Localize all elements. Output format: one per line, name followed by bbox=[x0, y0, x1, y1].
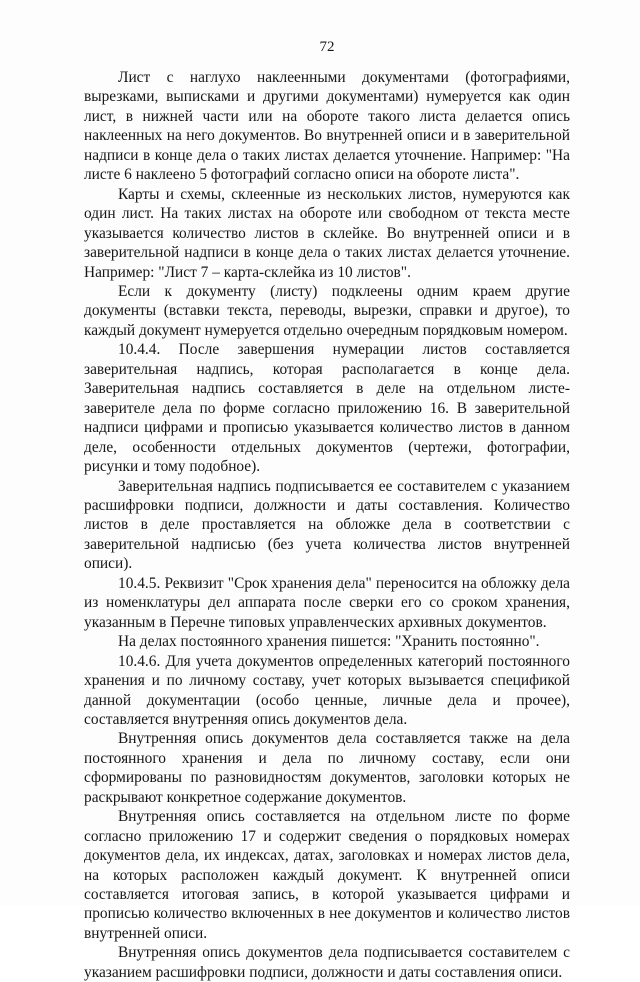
paragraph-10-4-6: 10.4.6. Для учета документов определенных категорий постоянного хранения и по личному составу, учет которых вызывается спецификой данной документации (особо ценные, личные дела и прочее), составляется внутренняя опись документов дела. bbox=[84, 652, 570, 728]
paragraph-certification-signature: Заверительная надпись подписывается ее составителем с указанием расшифровки подписи, должности и даты составления. Количество листов в деле проставляется на обложке дела в соответствии с заверительной надписью (без учета количества листов внутренней описи). bbox=[84, 477, 570, 573]
paragraph-permanent-storage: На делах постоянного хранения пишется: "Хранить постоянно". bbox=[118, 633, 540, 651]
paragraph-glued-sheet: Лист с наглухо наклеенными документами (фотографиями, вырезками, выписками и другими документами) нумеруется как один лист, в нижней части или на обороте такого листа делается опись наклеенных на него документов. Во внутренней описи и в заверительной надписи в конце дела о таких листах делается уточнение. Например: "На листе 6 наклеено 5 фотографий согласно описи на обороте листа". bbox=[84, 69, 570, 184]
paragraph-internal-inventory-signature: Внутренняя опись документов дела подписывается составителем с указанием расшифровки подписи, должности и даты составления описи. bbox=[84, 944, 570, 981]
paragraph-10-4-5: 10.4.5. Реквизит "Срок хранения дела" переносится на обложку дела из номенклатуры дел аппарата после сверки его со сроком хранения, указанным в Перечне типовых управленческих архивных документов. bbox=[84, 574, 570, 631]
paragraph-attached-documents: Если к документу (листу) подклеены одним краем другие документы (вставки текста, переводы, вырезки, справки и другое), то каждый документ нумеруется отдельно очередным порядковым номером. bbox=[84, 282, 570, 339]
page-number: 72 bbox=[319, 39, 335, 55]
paragraph-internal-inventory-also: Внутренняя опись документов дела составляется также на дела постоянного хранения и дела по личному составу, если они сформированы по разновидностям документов, заголовки которых не раскрывают конкретное содержание документов. bbox=[84, 730, 570, 806]
paragraph-10-4-4: 10.4.4. После завершения нумерации листов составляется заверительная надпись, которая располагается в конце дела. Заверительная надпись составляется в деле на отдельном листе-заверителе дела по форме согласно приложению 16. В заверительной надписи цифрами и прописью указывается количество листов в данном деле, особенности отдельных документов (чертежи, фотографии, рисунки и тому подобное). bbox=[84, 341, 570, 476]
document-body bbox=[84, 68, 570, 982]
paragraph-maps-schemes: Карты и схемы, склеенные из нескольких листов, нумеруются как один лист. На таких листах на обороте или свободном от текста месте указывается количество листов в склейке. Во внутренней описи и в заверительной надписи в конце дела о таких листах делается уточнение. Например: "Лист 7 – карта-склейка из 10 листов". bbox=[84, 185, 570, 281]
paragraph-internal-inventory-form: Внутренняя опись составляется на отдельном листе по форме согласно приложению 17 и содержит сведения о порядковых номерах документов дела, их индексах, датах, заголовках и номерах листов дела, на которых расположен каждый документ. К внутренней описи составляется итоговая запись, в которой указывается цифрами и прописью количество включенных в нее документов и количество листов внутренней описи. bbox=[84, 808, 570, 942]
